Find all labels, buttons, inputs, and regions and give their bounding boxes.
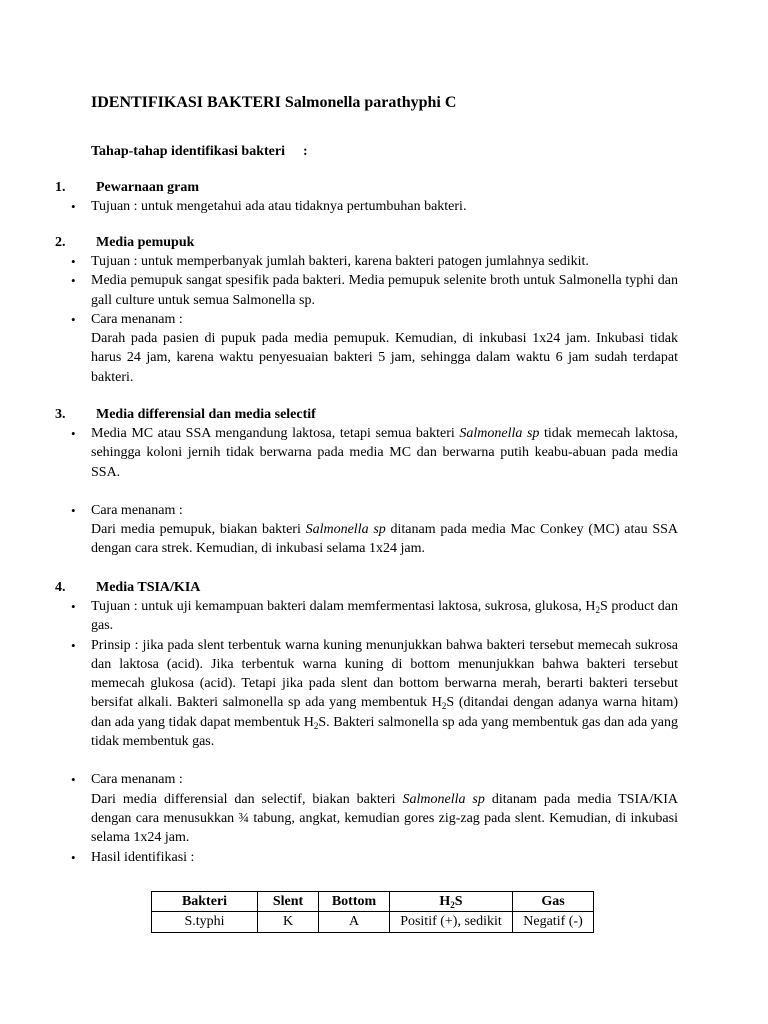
item-text: Media pemupuk sangat spesifik pada bakteri. Media pemupuk selenite broth untuk Salmonella typhi dan gall culture untuk semua Salmonella sp. <box>91 273 678 308</box>
list-item <box>0 197 678 216</box>
item-text: S product dan gas. <box>91 599 679 634</box>
col-header-bakteri: Bakteri <box>152 892 258 912</box>
item-text: Cara menanam : <box>91 311 183 327</box>
spacer <box>0 482 768 501</box>
section-2 <box>0 233 768 387</box>
subtitle <box>91 142 308 161</box>
section-heading <box>0 578 768 597</box>
list-item <box>0 310 678 329</box>
document-title: IDENTIFIKASI BAKTERI Salmonella parathyphi C <box>91 94 457 111</box>
paragraph-text: Dari media differensial dan selectif, biakan bakteri <box>91 791 396 807</box>
item-text: Hasil identifikasi : <box>91 849 195 865</box>
bullet-icon: • <box>71 311 76 327</box>
cell-slent: K <box>258 912 319 932</box>
col-header-gas: Gas <box>513 892 594 912</box>
italic-term: Salmonella sp <box>402 791 485 807</box>
cell-bakteri: S.typhi <box>152 912 258 932</box>
subscript: 2 <box>595 605 601 615</box>
cell-bottom: A <box>319 912 390 932</box>
section-number: 4. <box>55 580 66 595</box>
list-item <box>0 424 678 482</box>
section-title: Pewarnaan gram <box>96 180 200 195</box>
item-text: Cara menanam : <box>91 772 183 788</box>
item-text: Tujuan : untuk uji kemampuan bakteri dalam memfermentasi laktosa, sukrosa, glukosa, H <box>91 599 596 614</box>
col-header-slent: Slent <box>258 892 319 912</box>
paragraph-text: ditanam pada media Mac Conkey (MC) atau SSA dengan cara strek. Kemudian, di inkubasi selama 1x24 jam. <box>91 522 678 557</box>
section-title: Media differensial dan media selectif <box>96 407 316 422</box>
subtitle-text: Tahap-tahap identifikasi bakteri <box>91 144 285 159</box>
italic-term: Salmonella sp <box>305 522 386 538</box>
section-title: Media TSIA/KIA <box>96 580 201 595</box>
section-heading <box>0 178 768 197</box>
section-4 <box>0 578 768 867</box>
list-item <box>0 271 678 310</box>
subtitle-colon: : <box>302 144 308 159</box>
section-number: 1. <box>55 180 66 195</box>
h2s-s: S <box>454 894 463 909</box>
bullet-icon: • <box>71 199 76 214</box>
paragraph-text: ditanam pada media TSIA/KIA dengan cara menusukkan ¾ tabung, angkat, kemudian gores zig-zag pada slent. Kemudian, di inkubasi selama 1x24 jam. <box>91 791 679 846</box>
cell-h2s: Positif (+), sedikit <box>390 912 513 932</box>
list-item <box>0 597 678 636</box>
paragraph <box>0 520 678 559</box>
bullet-icon: • <box>71 637 76 653</box>
bullet-icon: • <box>71 849 76 865</box>
bullet-icon: • <box>71 772 76 788</box>
section-1 <box>0 178 768 216</box>
item-text: Media MC atau SSA mengandung laktosa, tetapi semua bakteri <box>91 426 455 441</box>
paragraph-text: Dari media pemupuk, biakan bakteri <box>91 522 301 538</box>
subscript: 2 <box>313 720 319 731</box>
section-3 <box>0 405 768 559</box>
italic-term: Salmonella sp <box>459 426 540 441</box>
item-text: S (ditandai dengan adanya warna hitam) dan ada yang tidak dapat membentuk H <box>91 695 678 730</box>
paragraph: Darah pada pasien di pupuk pada media pemupuk. Kemudian, di inkubasi 1x24 jam. Inkubasi tidak harus 24 jam, karena waktu penyesuaian bakteri 5 jam, sehingga dalam waktu 6 jam sudah terdapat bakteri. <box>91 331 678 385</box>
item-text: tidak memecah laktosa, sehingga koloni jernih tidak berwarna pada media MC dan berwarna putih keabu-abuan pada media SSA. <box>91 426 679 480</box>
list-item <box>0 636 678 752</box>
section-number: 3. <box>55 407 66 422</box>
item-text: Tujuan : untuk memperbanyak jumlah bakteri, karena bakteri patogen jumlahnya sedikit. <box>91 254 589 269</box>
item-text: Cara menanam : <box>91 502 183 518</box>
bullet-icon: • <box>71 502 76 518</box>
spacer <box>0 751 768 770</box>
col-header-bottom: Bottom <box>319 892 390 912</box>
subscript: 2 <box>450 900 455 910</box>
paragraph <box>0 790 678 848</box>
table-header-row <box>152 892 594 912</box>
bullet-icon: • <box>71 599 76 614</box>
cell-gas: Negatif (-) <box>513 912 594 932</box>
bullet-icon: • <box>71 273 76 289</box>
section-heading <box>0 405 768 424</box>
bullet-icon: • <box>71 254 76 269</box>
list-item <box>0 770 678 789</box>
section-heading <box>0 233 768 252</box>
list-item <box>0 848 678 867</box>
section-title: Media pemupuk <box>96 235 195 250</box>
section-number: 2. <box>55 235 66 250</box>
bullet-icon: • <box>71 426 76 441</box>
item-text: Prinsip : jika pada slent terbentuk warna kuning menunjukkan bahwa bakteri tersebut memecah sukrosa dan laktosa (acid). Jika terbentuk warna kuning di bottom menunjukkan bahwa bakteri tersebut memecah glukosa (acid). Tetapi jika pada slent dan bottom berwarna merah, berarti bakteri tersebut bersifat alkali. Bakteri salmonella sp ada yang membentuk H <box>91 637 678 711</box>
result-table <box>151 891 594 933</box>
item-text: S. Bakteri salmonella sp ada yang membentuk gas dan ada yang tidak membentuk gas. <box>91 714 678 750</box>
h2s-h: H <box>439 894 451 909</box>
list-item <box>0 252 678 271</box>
subscript: 2 <box>441 701 447 712</box>
list-item <box>0 501 678 520</box>
table-row <box>152 912 594 932</box>
item-text: Tujuan : untuk mengetahui ada atau tidaknya pertumbuhan bakteri. <box>91 199 467 214</box>
col-header-h2s <box>390 892 513 912</box>
